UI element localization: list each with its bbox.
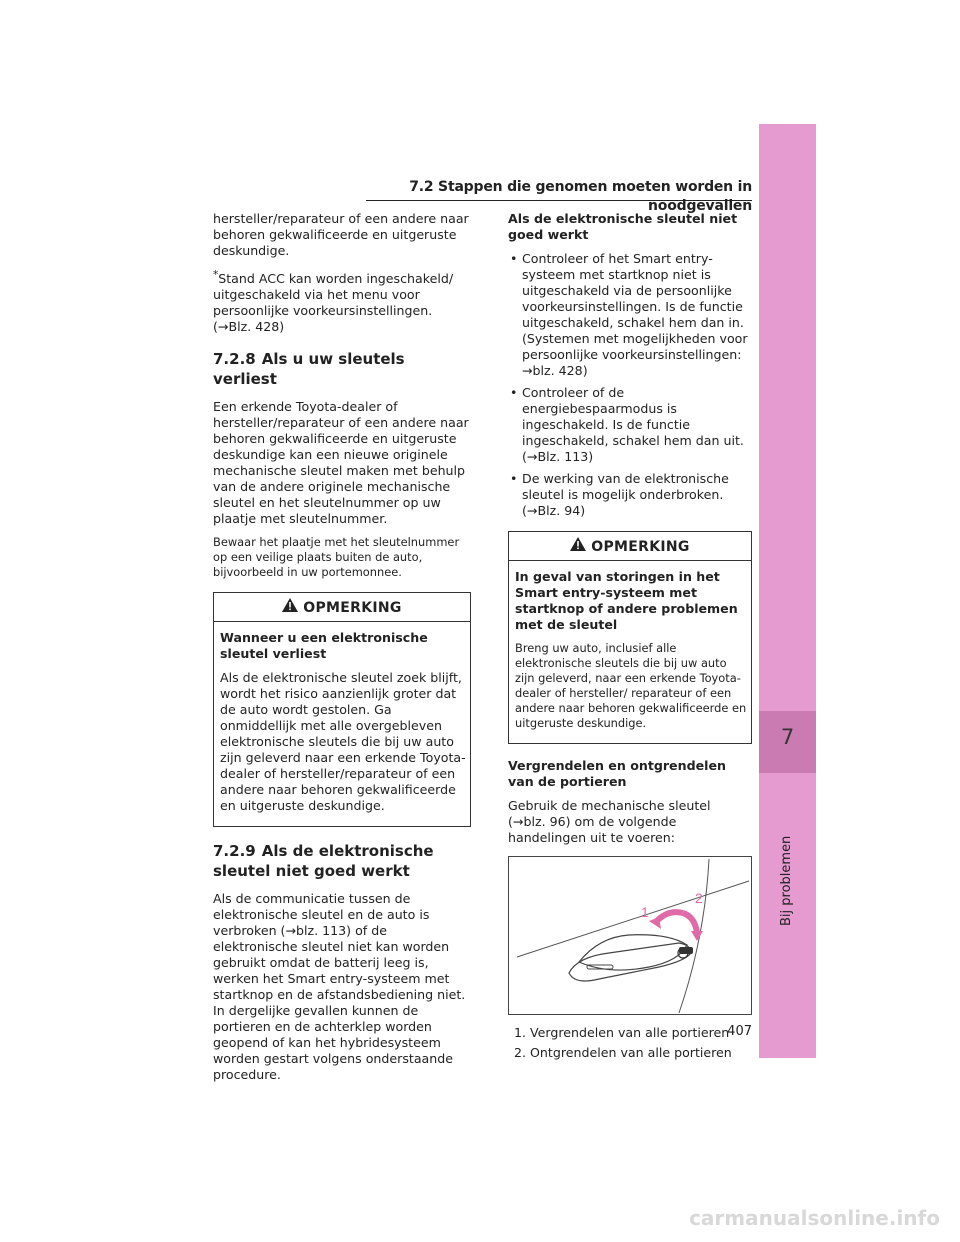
section-title: Als de elektronische sleutel niet goed werkt bbox=[213, 842, 434, 881]
note-title: In geval van storingen in het Smart entry-systeem met startknop of andere problemen met de sleutel bbox=[515, 569, 738, 632]
list-item: • Controleer of het Smart entry-systeem met startknop niet is uitgeschakeld via de persoonlijke voorkeursinstellingen. Is de functie uitgeschakeld, schakel hem dan in. (Systemen met mogelijkheden voor persoonlijke voorkeursinstellingen: →blz. 428) bbox=[508, 251, 752, 379]
step-list bbox=[514, 1025, 752, 1061]
door-handle-illustration bbox=[509, 857, 751, 1014]
list-item: • De werking van de elektronische sleutel is mogelijk onderbroken. (→Blz. 94) bbox=[508, 471, 752, 519]
section-title: Als u uw sleutels verliest bbox=[213, 350, 405, 389]
paragraph: Als de communicatie tussen de elektronische sleutel en de auto is verbroken (→blz. 113) of de elektronische sleutel niet kan worden gebruikt omdat de batterij leeg is, werken het Smart entry-systeem met startknop en de afstandsbediening niet. In dergelijke gevallen kunnen de portieren en de achterklep worden geopend of kan het hybridesysteem worden gestart volgens onderstaande procedure. bbox=[213, 891, 466, 1083]
chapter-title: Bij problemen bbox=[779, 835, 794, 926]
note-title: Wanneer u een elektronische sleutel verliest bbox=[220, 630, 428, 662]
warning-icon bbox=[570, 537, 586, 555]
warning-icon bbox=[282, 598, 298, 616]
note-label: OPMERKING bbox=[303, 600, 402, 617]
list-item: 2. Ontgrendelen van alle portieren bbox=[514, 1045, 732, 1060]
footnote bbox=[213, 267, 471, 335]
header-title: 7.2 Stappen die genomen moeten worden in noodgevallen bbox=[409, 179, 752, 214]
subheading: Vergrendelen en ontgrendelen van de portieren bbox=[508, 758, 726, 789]
running-header bbox=[366, 176, 752, 214]
note-text: Als de elektronische sleutel zoek blijft, wordt het risico aanzienlijk groter dat de auto wordt gestolen. Ga onmiddellijk met alle overgebleven elektronische sleutels die bij uw auto zijn geleverd naar een erkende Toyota-dealer of hersteller/reparateur of een andere naar behoren gekwalificeerde en uitgeruste deskundige. bbox=[220, 670, 466, 814]
chapter-side-tab bbox=[759, 124, 816, 1058]
right-column bbox=[508, 211, 752, 1065]
note-label: OPMERKING bbox=[591, 539, 690, 555]
page-number: 407 bbox=[727, 1024, 752, 1039]
watermark-text: carmanualsonline.info bbox=[689, 1206, 940, 1230]
section-heading bbox=[213, 349, 471, 389]
note-text: Breng uw auto, inclusief alle elektronische sleutels die bij uw auto zijn geleverd, naar een erkende Toyota-dealer of hersteller/ reparateur of een andere naar behoren gekwalificeerde en uitgeruste deskundige. bbox=[515, 641, 747, 730]
note-box bbox=[508, 531, 752, 744]
note-header bbox=[214, 593, 470, 622]
chapter-number: 7 bbox=[780, 725, 795, 749]
subheading: Als de elektronische sleutel niet goed werkt bbox=[508, 211, 738, 242]
figure-label-1: 1 bbox=[641, 904, 649, 920]
paragraph: hersteller/reparateur of een andere naar behoren gekwalificeerde en uitgeruste deskundige. bbox=[213, 211, 469, 258]
chapter-title-wrap bbox=[779, 786, 797, 926]
footnote-mark: * bbox=[213, 269, 219, 281]
section-heading bbox=[213, 841, 471, 881]
section-number: 7.2.9 bbox=[213, 842, 256, 861]
list-item: 1. Vergrendelen van alle portieren bbox=[514, 1025, 730, 1040]
list-item: • Controleer of de energiebespaarmodus is ingeschakeld. Is de functie ingeschakeld, schakel hem dan uit. (→Blz. 113) bbox=[508, 385, 752, 465]
paragraph-small: Bewaar het plaatje met het sleutelnummer op een veilige plaats buiten de auto, bijvoorbeeld in uw portemonnee. bbox=[213, 535, 460, 580]
paragraph: Een erkende Toyota-dealer of hersteller/reparateur of een andere naar behoren gekwalificeerde en uitgeruste deskundige kan een nieuwe originele mechanische sleutel maken met behulp van de andere originele mechanische sleutel en het sleutelnummer op uw plaatje met sleutelnummer. bbox=[213, 399, 469, 527]
note-header bbox=[509, 532, 751, 561]
bullet-list bbox=[508, 251, 752, 519]
figure-label-2: 2 bbox=[695, 890, 703, 906]
note-box bbox=[213, 592, 471, 827]
left-column bbox=[213, 211, 471, 1091]
door-handle-figure bbox=[508, 856, 752, 1015]
section-number: 7.2.8 bbox=[213, 350, 256, 369]
paragraph: Gebruik de mechanische sleutel (→blz. 96) om de volgende handelingen uit te voeren: bbox=[508, 798, 711, 845]
footnote-text: Stand ACC kan worden ingeschakeld/ uitgeschakeld via het menu voor persoonlijke voorkeursinstellingen. (→Blz. 428) bbox=[213, 271, 454, 335]
